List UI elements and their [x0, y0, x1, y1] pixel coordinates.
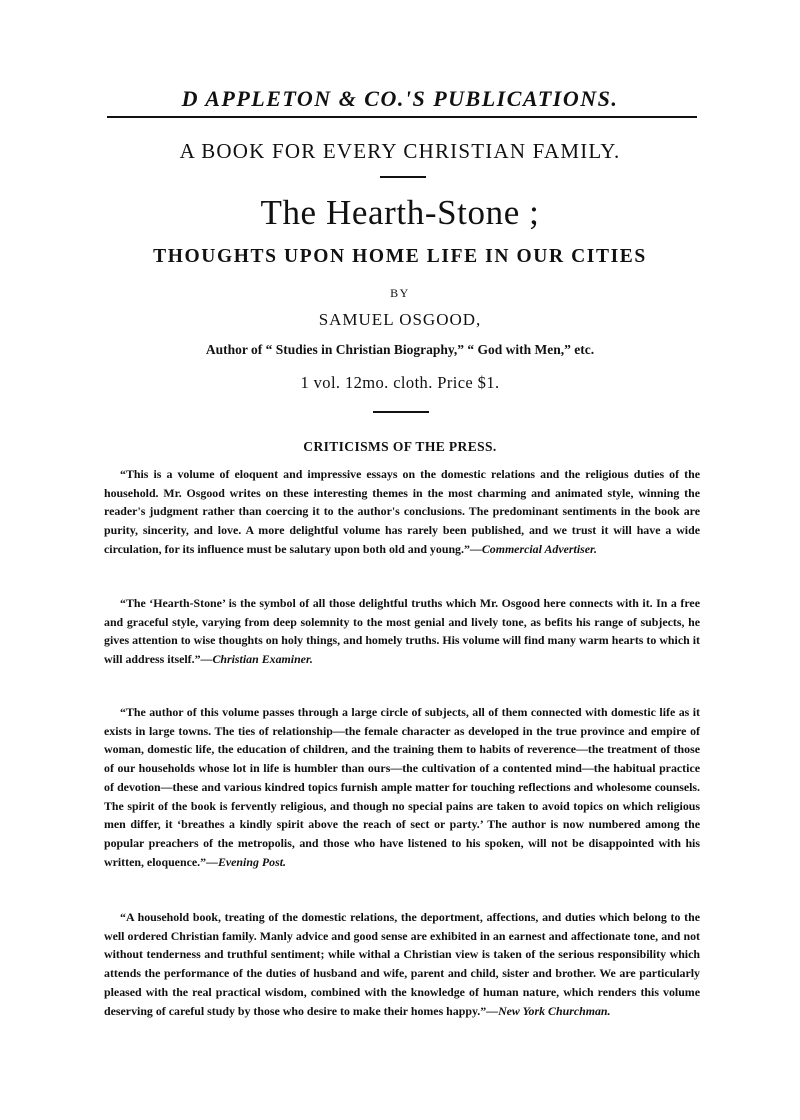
- review-text: “The author of this volume passes through a large circle of subjects, all of them connected with domestic life as it exists in large towns. The ties of relationship—the female character as developed in the true province and empire of woman, domestic life, the education of children, and the training them to habits of reverence—the treatment of those of our households whose lot in life is humbler than ours—the cultivation of a contented mind—the habitual practice of devotion—these and various kindred topics furnish ample matter for touching reflections and wholesome counsels. The spirit of the book is fervently religious, and though no special pains are taken to avoid topics on which religious men differ, it ‘breathes a kindly spirit above the reach of sect or party.’ The author is now numbered among the popular preachers of the metropolis, and those who have listened to his spoken, will not be disappointed with his written, eloquence.”—: [104, 705, 700, 869]
- tagline: A BOOK FOR EVERY CHRISTIAN FAMILY.: [179, 139, 621, 163]
- press-review: [104, 703, 700, 871]
- running-head: D APPLETON & CO.'S PUBLICATIONS.: [181, 86, 619, 111]
- review-source: Christian Examiner.: [212, 652, 313, 667]
- press-review: [104, 594, 700, 669]
- by-label: BY: [390, 286, 410, 300]
- review-text: “This is a volume of eloquent and impressive essays on the domestic relations and the religious duties of the household. Mr. Osgood writes on these interesting themes in the most charming and animated style, winning the reader's judgment rather than coercing it to the author's conclusions. The predominant sentiments in the book are purity, sincerity, and love. A more delightful volume has rarely been published, and we trust it will have a wide circulation, for its influence must be salutary upon both old and young.”—: [104, 467, 700, 556]
- press-review: [104, 908, 700, 1020]
- author-name: SAMUEL OSGOOD,: [318, 310, 482, 329]
- author-works: Author of “ Studies in Christian Biography,” “ God with Men,” etc.: [205, 342, 595, 357]
- press-review: [104, 465, 700, 559]
- review-source: Commercial Advertiser.: [481, 541, 597, 556]
- title-divider: [380, 176, 426, 178]
- section-divider: [373, 411, 429, 413]
- book-subtitle: THOUGHTS UPON HOME LIFE IN OUR CITIES: [153, 246, 647, 267]
- review-text: “The ‘Hearth-Stone’ is the symbol of all those delightful truths which Mr. Osgood here connects with it. In a free and graceful style, varying from deep solemnity to the most genial and lively tone, as befits his range of subjects, he gives attention to wise thoughts on holy things, and homely truths. His volume will find many warm hearts to which it will address itself.”—: [104, 596, 700, 667]
- header-rule: [107, 116, 697, 118]
- review-source: Evening Post.: [217, 854, 286, 869]
- review-source: New York Churchman.: [498, 1003, 611, 1018]
- section-heading: CRITICISMS OF THE PRESS.: [303, 439, 497, 454]
- review-text: “A household book, treating of the domestic relations, the deportment, affections, and duties which belong to the well ordered Christian family. Manly advice and good sense are exhibited in an earnest and affectionate tone, and not without tenderness and truthful sentiment; while withal a Christian view is taken of the serious responsibility which attends the performance of the duties of husband and wife, parent and child, sister and brother. We are particularly pleased with the real practical wisdom, combined with the knowledge of human nature, which renders this volume deserving of careful study by those who desire to make their homes happy.”—: [104, 910, 700, 1018]
- book-title: The Hearth-Stone ;: [260, 193, 540, 232]
- book-details: 1 vol. 12mo. cloth. Price $1.: [300, 373, 500, 392]
